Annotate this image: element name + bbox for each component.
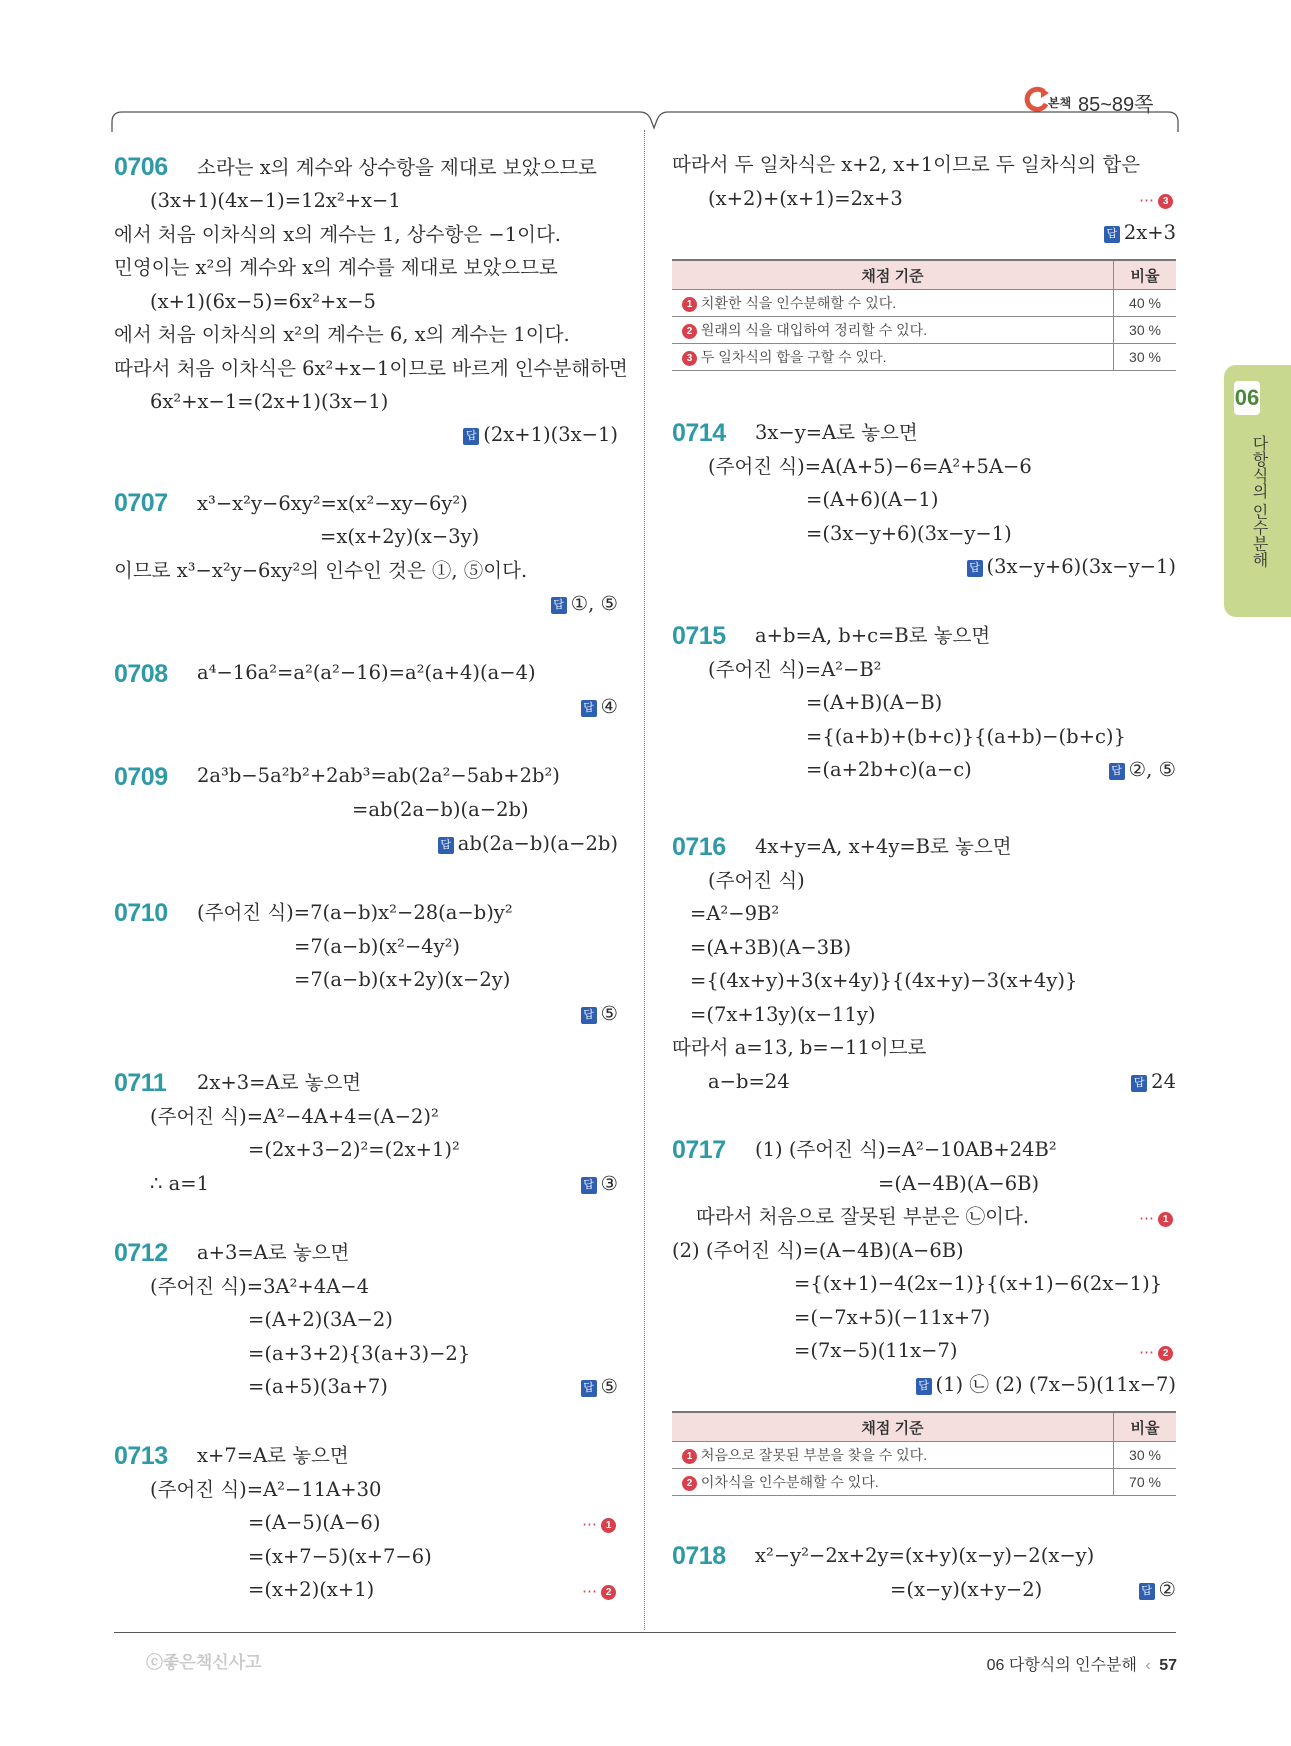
solution-line: ={(a+b)+(b+c)}{(a+b)−(b+c)} xyxy=(806,725,1126,748)
solution-line: a−b=24 xyxy=(708,1070,790,1093)
solution-line: =(2x+3−2)²=(2x+1)² xyxy=(248,1138,460,1161)
answer-badge: 답 xyxy=(551,597,567,614)
solution-line: =(−7x+5)(−11x+7) xyxy=(794,1306,991,1329)
answer xyxy=(916,1372,1176,1398)
problem-number: 0712 xyxy=(114,1239,168,1267)
solution-line: =(7x−5)(11x−7) xyxy=(794,1339,958,1362)
table-row: 2 원래의 식을 대입하여 정리할 수 있다. 30 % xyxy=(672,317,1176,344)
side-tab xyxy=(1224,365,1291,617)
answer xyxy=(581,1374,618,1400)
solution-line: (2) (주어진 식)=(A−4B)(A−6B) xyxy=(672,1239,964,1262)
side-tab-title: 다항식의 인수분해 xyxy=(1250,435,1267,568)
answer-text: ② xyxy=(1158,1578,1176,1601)
solution-line: =(3x−y+6)(3x−y−1) xyxy=(806,522,1012,545)
answer xyxy=(551,591,618,617)
answer xyxy=(581,694,618,720)
solution-line: =(a+5)(3a+7) xyxy=(248,1375,388,1398)
answer xyxy=(967,554,1176,580)
answer xyxy=(581,1171,618,1197)
grading-table xyxy=(672,1411,1176,1496)
page-number: 57 xyxy=(1159,1657,1177,1674)
solution-line: (주어진 식)=A(A+5)−6=A²+5A−6 xyxy=(708,455,1032,478)
problem-number: 0709 xyxy=(114,763,168,791)
table-header-ratio: 비율 xyxy=(1114,260,1177,290)
answer xyxy=(438,831,618,857)
answer-badge: 답 xyxy=(1139,1583,1155,1600)
problem-number: 0714 xyxy=(672,419,726,447)
answer-badge: 답 xyxy=(581,700,597,717)
solution-line: 민영이는 x²의 계수와 x의 계수를 제대로 보았으므로 xyxy=(114,256,558,279)
answer-badge: 답 xyxy=(463,428,479,445)
answer xyxy=(1109,757,1176,783)
solution-line: (3x+1)(4x−1)=12x²+x−1 xyxy=(150,189,401,212)
problem-number: 0718 xyxy=(672,1542,726,1570)
solution-line: =(x−y)(x+y−2) xyxy=(890,1578,1043,1601)
table-header-criteria: 채점 기준 xyxy=(672,260,1114,290)
solution-line: x+7=A로 놓으면 xyxy=(197,1444,349,1467)
solution-line: a+b=A, b+c=B로 놓으면 xyxy=(755,624,991,647)
solution-line: =ab(2a−b)(a−2b) xyxy=(352,798,529,821)
publisher-mark: ⓒ좋은책신사고 xyxy=(146,1653,262,1672)
solution-line: =(A+6)(A−1) xyxy=(806,488,939,511)
solution-line: =(a+3+2){3(a+3)−2} xyxy=(248,1342,471,1365)
solution-line: =(A+3B)(A−3B) xyxy=(690,936,852,959)
problem-number: 0708 xyxy=(114,660,168,688)
solution-line: ={(4x+y)+3(x+4y)}{(4x+y)−3(x+4y)} xyxy=(690,969,1078,992)
answer-badge: 답 xyxy=(581,1007,597,1024)
solution-line: a⁴−16a²=a²(a²−16)=a²(a+4)(a−4) xyxy=(197,661,536,684)
page-range: 85~89쪽 xyxy=(1078,94,1154,116)
solution-line: =(A−5)(A−6) xyxy=(248,1511,381,1534)
solution-line: (주어진 식)=A²−11A+30 xyxy=(150,1478,382,1501)
column-divider xyxy=(644,130,645,1630)
solution-line: 따라서 처음 이차식은 6x²+x−1이므로 바르게 인수분해하면 xyxy=(114,357,628,380)
problem-number: 0706 xyxy=(114,153,168,181)
answer-text: (3x−y+6)(3x−y−1) xyxy=(986,555,1176,578)
solution-line: =(A+2)(3A−2) xyxy=(248,1308,393,1331)
solution-line: a+3=A로 놓으면 xyxy=(197,1241,350,1264)
solution-line: =x(x+2y)(x−3y) xyxy=(320,525,480,548)
solution-line: 에서 처음 이차식의 x²의 계수는 6, x의 계수는 1이다. xyxy=(114,323,570,346)
table-row: 1 치환한 식을 인수분해할 수 있다. 40 % xyxy=(672,290,1176,317)
top-rule xyxy=(110,110,1180,134)
solution-line: 2x+3=A로 놓으면 xyxy=(197,1071,362,1094)
solution-line: =7(a−b)(x+2y)(x−2y) xyxy=(294,968,511,991)
solution-line: =(A−4B)(A−6B) xyxy=(878,1172,1040,1195)
grading-table xyxy=(672,259,1176,371)
answer-text: (2x+1)(3x−1) xyxy=(483,423,618,446)
answer-text: ⑤ xyxy=(600,1375,618,1398)
step-marker-2: ⋯ 2 xyxy=(1139,1343,1173,1361)
answer-badge: 답 xyxy=(1104,226,1120,243)
table-header-criteria: 채점 기준 xyxy=(672,1412,1114,1442)
solution-line: =(7x+13y)(x−11y) xyxy=(690,1003,876,1026)
answer-text: ab(2a−b)(a−2b) xyxy=(457,832,618,855)
solution-line: 이므로 x³−x²y−6xy²의 인수인 것은 ①, ⑤이다. xyxy=(114,559,528,582)
solution-line: =7(a−b)(x²−4y²) xyxy=(294,935,461,958)
solution-line: (주어진 식)=3A²+4A−4 xyxy=(150,1275,369,1298)
table-header-ratio: 비율 xyxy=(1114,1412,1177,1442)
solution-line: 따라서 a=13, b=−11이므로 xyxy=(672,1036,927,1059)
solution-line: (주어진 식)=A²−B² xyxy=(708,658,882,681)
problem-number: 0717 xyxy=(672,1136,726,1164)
answer xyxy=(581,1001,618,1027)
table-row: 3 두 일차식의 합을 구할 수 있다. 30 % xyxy=(672,344,1176,371)
problem-number: 0716 xyxy=(672,833,726,861)
answer-badge: 답 xyxy=(581,1380,597,1397)
answer-badge: 답 xyxy=(1109,763,1125,780)
book-label: 본책 xyxy=(1048,96,1072,110)
side-tab-number: 06 xyxy=(1234,381,1260,415)
solution-line: (1) (주어진 식)=A²−10AB+24B² xyxy=(755,1138,1057,1161)
problem-number: 0713 xyxy=(114,1442,168,1470)
answer-text: ①, ⑤ xyxy=(570,592,618,615)
answer-badge: 답 xyxy=(1131,1075,1147,1092)
solution-line: (주어진 식)=A²−4A+4=(A−2)² xyxy=(150,1105,439,1128)
solution-line: =(a+2b+c)(a−c) xyxy=(806,758,972,781)
solution-line: =(x+7−5)(x+7−6) xyxy=(248,1545,432,1568)
solution-line: 6x²+x−1=(2x+1)(3x−1) xyxy=(150,390,389,413)
solution-line: 3x−y=A로 놓으면 xyxy=(755,421,918,444)
answer xyxy=(1104,220,1176,246)
answer-text: 24 xyxy=(1151,1070,1176,1093)
answer-badge: 답 xyxy=(438,837,454,854)
answer-badge: 답 xyxy=(916,1378,932,1395)
table-row: 2 이차식을 인수분해할 수 있다. 70 % xyxy=(672,1469,1176,1496)
solution-line: 소라는 x의 계수와 상수항을 제대로 보았으므로 xyxy=(197,156,597,179)
step-marker-1: ⋯ 1 xyxy=(582,1515,616,1533)
solution-line: 에서 처음 이차식의 x의 계수는 1, 상수항은 −1이다. xyxy=(114,223,562,246)
solution-line: =(A+B)(A−B) xyxy=(806,691,943,714)
problem-number: 0707 xyxy=(114,489,168,517)
solution-line: 따라서 처음으로 잘못된 부분은 ㉡이다. xyxy=(696,1205,1030,1228)
footer-chapter: 06 다항식의 인수분해 xyxy=(986,1657,1137,1674)
answer xyxy=(1139,1577,1176,1603)
solution-line: 4x+y=A, x+4y=B로 놓으면 xyxy=(755,835,1012,858)
step-marker-3: ⋯ 3 xyxy=(1139,191,1173,209)
solution-line: x²−y²−2x+2y=(x+y)(x−y)−2(x−y) xyxy=(755,1544,1095,1567)
solution-line: =(x+2)(x+1) xyxy=(248,1578,375,1601)
solution-line: 2a³b−5a²b²+2ab³=ab(2a²−5ab+2b²) xyxy=(197,764,560,787)
answer-text: ②, ⑤ xyxy=(1128,758,1176,781)
problem-number: 0710 xyxy=(114,899,168,927)
answer xyxy=(463,422,618,448)
solution-line: x³−x²y−6xy²=x(x²−xy−6y²) xyxy=(197,492,468,515)
answer-badge: 답 xyxy=(967,560,983,577)
answer-text: ⑤ xyxy=(600,1002,618,1025)
page-footer xyxy=(987,1652,1177,1675)
solution-line: (x+1)(6x−5)=6x²+x−5 xyxy=(150,290,376,313)
answer xyxy=(1131,1069,1176,1095)
answer-text: ④ xyxy=(600,695,618,718)
solution-line: ={(x+1)−4(2x−1)}{(x+1)−6(2x−1)} xyxy=(794,1272,1163,1295)
answer-text: 2x+3 xyxy=(1123,221,1176,244)
step-marker-1: ⋯ 1 xyxy=(1139,1209,1173,1227)
answer-text: (1) ㉡ (2) (7x−5)(11x−7) xyxy=(935,1373,1176,1396)
solution-line: (주어진 식) xyxy=(708,869,805,892)
solution-line: (x+2)+(x+1)=2x+3 xyxy=(708,187,903,210)
footer-rule xyxy=(114,1632,1176,1633)
solution-line: =A²−9B² xyxy=(690,902,780,925)
problem-number: 0715 xyxy=(672,622,726,650)
solution-line: (주어진 식)=7(a−b)x²−28(a−b)y² xyxy=(197,901,513,924)
problem-number: 0711 xyxy=(114,1069,167,1097)
solution-line: ∴ a=1 xyxy=(150,1172,209,1195)
chevron-left-icon: ‹ xyxy=(1145,1657,1151,1674)
step-marker-2: ⋯ 2 xyxy=(582,1582,616,1600)
answer-text: ③ xyxy=(600,1172,618,1195)
answer-badge: 답 xyxy=(581,1177,597,1194)
table-row: 1 처음으로 잘못된 부분을 찾을 수 있다. 30 % xyxy=(672,1442,1176,1469)
solution-line: 따라서 두 일차식은 x+2, x+1이므로 두 일차식의 합은 xyxy=(672,153,1141,176)
